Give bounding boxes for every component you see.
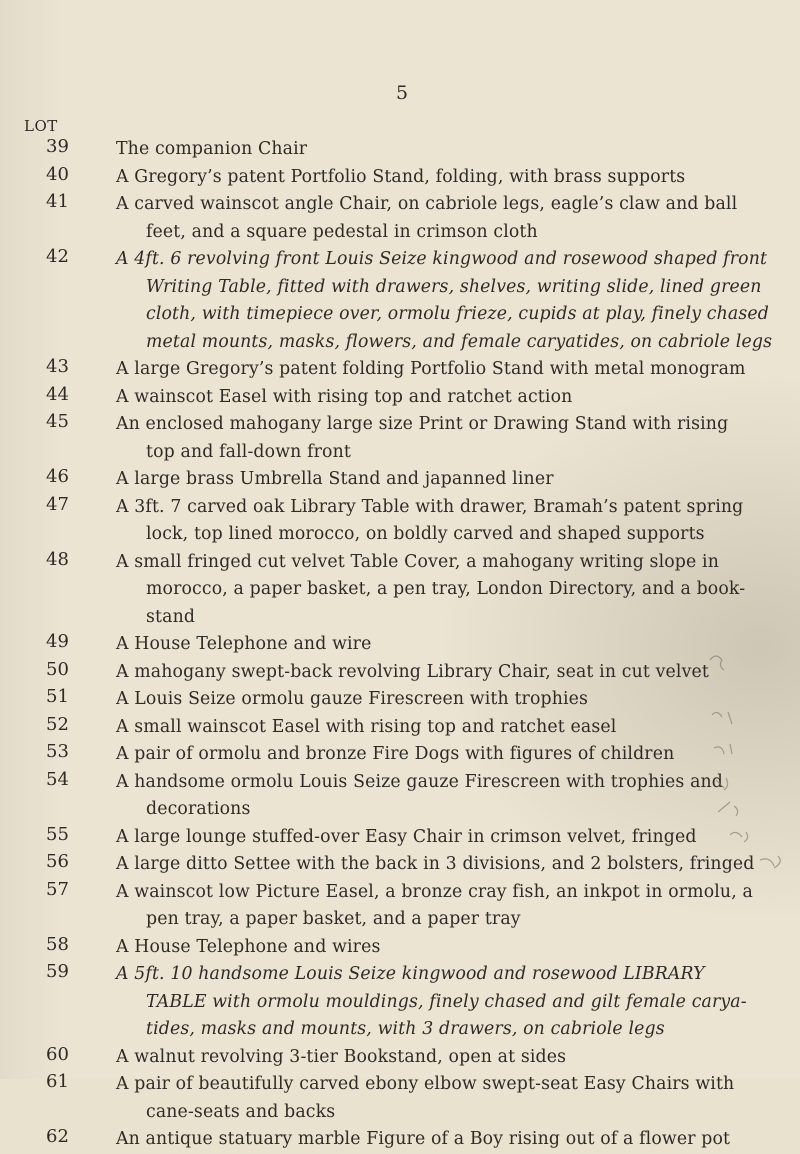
- description-line: Writing Table, fitted with drawers, shelves, writing slide, lined green: [146, 276, 762, 297]
- description-line: An enclosed mahogany large size Print or Drawing Stand with rising: [116, 414, 729, 434]
- lot-description: [116, 1126, 731, 1154]
- lot-number: 62: [46, 1126, 69, 1147]
- lot-number: 48: [46, 548, 69, 570]
- lot-number: 50: [46, 658, 69, 680]
- lot-description: [116, 494, 744, 549]
- lot-description: [116, 1044, 716, 1072]
- lot-description: [116, 1071, 735, 1126]
- lot-number: 44: [46, 383, 69, 405]
- description-line: A 4ft. 6 revolving front Louis Seize kingwood and rosewood shaped front: [116, 249, 768, 269]
- description-line: cloth, with timepiece over, ormolu frieze, cupids at play, finely chased: [146, 304, 769, 324]
- description-line: A wainscot Easel with rising top and ratchet action: [116, 386, 573, 407]
- lot-description: [116, 659, 716, 687]
- lot-number: 58: [46, 933, 69, 955]
- lot-description: [116, 769, 724, 824]
- description-line: A Louis Seize ormolu gauze Firescreen with trophies: [116, 689, 589, 709]
- description-line: metal mounts, masks, flowers, and female caryatides, on cabriole legs: [146, 331, 773, 352]
- lot-description: [116, 934, 716, 962]
- lot-number: 45: [46, 411, 69, 432]
- description-line: stand: [146, 606, 196, 627]
- lot-number: 54: [46, 768, 69, 790]
- lot-description: [116, 879, 753, 934]
- description-line: feet, and a square pedestal in crimson cloth: [146, 221, 538, 242]
- description-line: A mahogany swept-back revolving Library Chair, seat in cut velvet: [116, 661, 709, 682]
- description-line: An antique statuary marble Figure of a Boy rising out of a flower pot: [116, 1129, 731, 1149]
- lot-number: 61: [46, 1071, 69, 1092]
- description-line: A large lounge stuffed-over Easy Chair in crimson velvet, fringed: [116, 826, 697, 847]
- description-line: tides, masks and mounts, with 3 drawers, on cabriole legs: [146, 1019, 665, 1039]
- lot-number: 52: [46, 713, 69, 735]
- lot-description: [116, 411, 729, 466]
- description-line: A 3ft. 7 carved oak Library Table with drawer, Bramah’s patent spring: [116, 496, 744, 517]
- lot-column-heading: LOT: [24, 117, 58, 135]
- lot-number: 40: [46, 163, 69, 185]
- lot-description: [116, 824, 716, 852]
- description-line: A House Telephone and wire: [116, 634, 372, 654]
- description-line: A large brass Umbrella Stand and japanned liner: [116, 469, 554, 489]
- description-line: top and fall-down front: [146, 441, 351, 462]
- description-line: morocco, a paper basket, a pen tray, London Directory, and a book-: [146, 579, 746, 599]
- description-line: A 5ft. 10 handsome Louis Seize kingwood and rosewood LIBRARY: [116, 964, 705, 984]
- lot-number: 49: [46, 631, 69, 652]
- description-line: decorations: [146, 799, 251, 819]
- description-line: A House Telephone and wires: [116, 936, 381, 957]
- lot-description: [116, 549, 746, 632]
- lot-number: 55: [46, 823, 69, 845]
- page-number: 5: [396, 82, 409, 104]
- lot-number: 53: [46, 741, 69, 762]
- description-line: A wainscot low Picture Easel, a bronze cray fish, an inkpot in ormolu, a: [116, 881, 753, 902]
- lot-description: [116, 631, 716, 659]
- lot-number: 47: [46, 493, 69, 515]
- lot-number: 39: [46, 136, 69, 157]
- lot-number: 60: [46, 1043, 69, 1065]
- description-line: A carved wainscot angle Chair, on cabriole legs, eagle’s claw and ball: [116, 194, 738, 214]
- lot-description: [116, 356, 746, 384]
- lot-description: [116, 246, 773, 356]
- lot-description: [116, 136, 716, 164]
- description-line: pen tray, a paper basket, and a paper tray: [146, 909, 521, 929]
- description-line: A pair of ormolu and bronze Fire Dogs with figures of children: [116, 744, 675, 764]
- description-line: A handsome ormolu Louis Seize gauze Firescreen with trophies and: [116, 771, 724, 792]
- description-line: A large Gregory’s patent folding Portfolio Stand with metal monogram: [116, 359, 746, 379]
- lot-description: [116, 851, 755, 879]
- description-line: TABLE with ormolu mouldings, finely chased and gilt female carya-: [146, 991, 747, 1012]
- description-line: A Gregory’s patent Portfolio Stand, folding, with brass supports: [116, 166, 686, 187]
- description-line: A small fringed cut velvet Table Cover, a mahogany writing slope in: [116, 551, 719, 572]
- lot-description: [116, 384, 716, 412]
- handwritten-margin-notes: [700, 620, 800, 880]
- description-line: A walnut revolving 3-tier Bookstand, open at sides: [116, 1046, 567, 1067]
- lot-number: 59: [46, 961, 69, 982]
- lot-description: [116, 686, 716, 714]
- lot-description: [116, 741, 716, 769]
- lot-description: [116, 961, 747, 1044]
- lot-number: 56: [46, 851, 69, 872]
- lot-number: 57: [46, 878, 69, 900]
- description-line: A small wainscot Easel with rising top and ratchet easel: [116, 716, 617, 737]
- lot-number: 42: [46, 246, 69, 267]
- description-line: A large ditto Settee with the back in 3 divisions, and 2 bolsters, fringed: [116, 854, 755, 874]
- lot-description: [116, 191, 738, 246]
- lot-number: 43: [46, 356, 69, 377]
- lot-description: [116, 714, 716, 742]
- description-line: cane-seats and backs: [146, 1101, 336, 1122]
- lot-description: [116, 164, 716, 192]
- description-line: lock, top lined morocco, on boldly carved and shaped supports: [146, 524, 705, 544]
- description-line: The companion Chair: [116, 139, 308, 159]
- pencil-annotations-icon: [700, 620, 800, 880]
- lot-number: 41: [46, 191, 69, 212]
- lot-number: 51: [46, 686, 69, 707]
- lot-description: [116, 466, 716, 494]
- description-line: A pair of beautifully carved ebony elbow swept-seat Easy Chairs with: [116, 1074, 735, 1094]
- lot-number: 46: [46, 466, 69, 487]
